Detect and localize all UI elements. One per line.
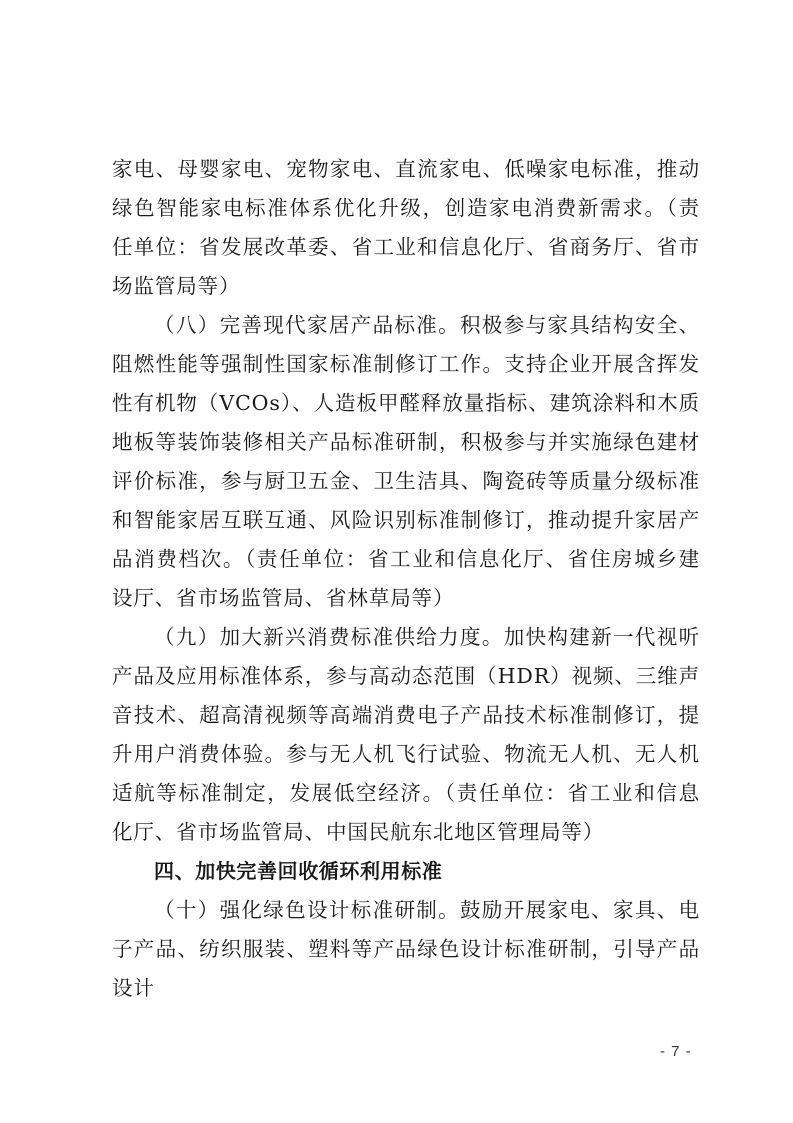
document-body bbox=[112, 150, 700, 1008]
paragraph-item-9-emerging-consumption: （九）加大新兴消费标准供给力度。加快构建新一代视听产品及应用标准体系，参与高动态范围（HDR）视频、三维声音技术、超高清视频等高端消费电子产品技术标准制修订，提升用户消费体验。参与无人机飞行试验、物流无人机、无人机适航等标准制定，发展低空经济。（责任单位：省工业和信息化厅、省市场监管局、中国民航东北地区管理局等） bbox=[112, 625, 700, 844]
section-heading-recycling-standards: 四、加快完善回收循环利用标准 bbox=[154, 859, 443, 883]
paragraph-continued-appliance-standards: 家电、母婴家电、宠物家电、直流家电、低噪家电标准，推动绿色智能家电标准体系优化升级，创造家电消费新需求。（责任单位：省发展改革委、省工业和信息化厅、省商务厅、省市场监管局等） bbox=[112, 157, 700, 298]
paragraph-item-8-home-furnishing: （八）完善现代家居产品标准。积极参与家具结构安全、阻燃性能等强制性国家标准制修订工作。支持企业开展含挥发性有机物（VCOs）、人造板甲醛释放量指标、建筑涂料和木质地板等装饰装修相关产品标准研制，积极参与并实施绿色建材评价标准，参与厨卫五金、卫生洁具、陶瓷砖等质量分级标准和智能家居互联互通、风险识别标准制修订，推动提升家居产品消费档次。（责任单位：省工业和信息化厅、省住房城乡建设厅、省市场监管局、省林草局等） bbox=[112, 313, 700, 610]
page-number: - 7 - bbox=[660, 1043, 692, 1060]
paragraph-item-10-green-design: （十）强化绿色设计标准研制。鼓励开展家电、家具、电子产品、纺织服装、塑料等产品绿色设计标准研制，引导产品设计 bbox=[112, 898, 700, 1000]
